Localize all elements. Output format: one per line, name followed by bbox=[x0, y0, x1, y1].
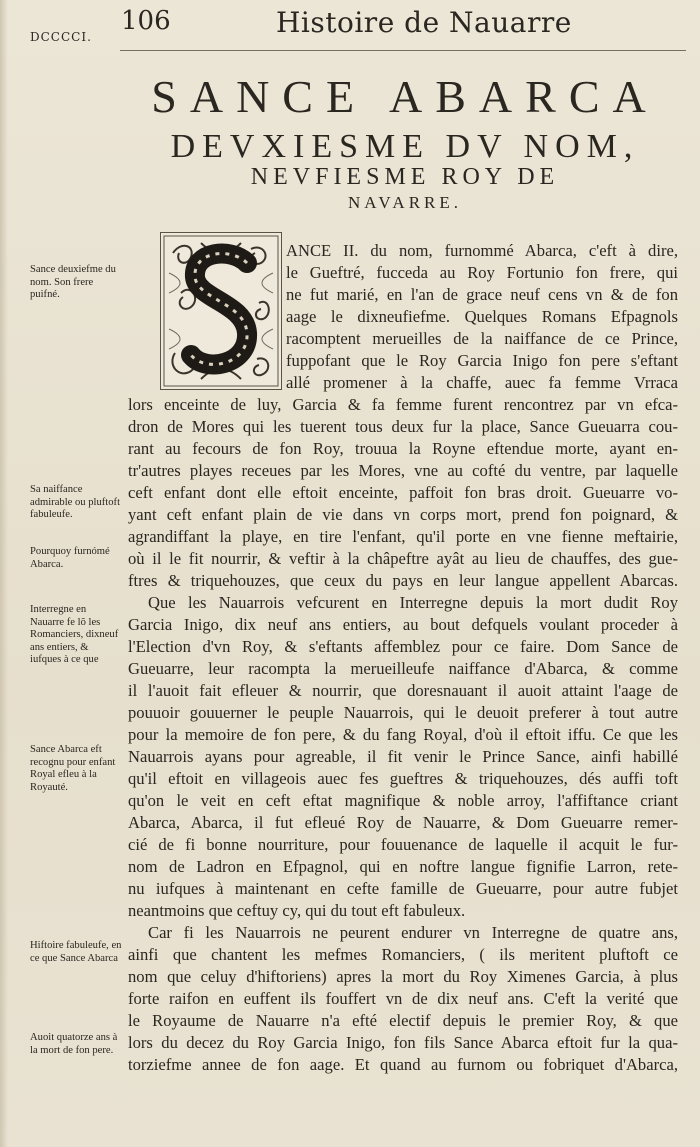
chapter-title-line-3: NEVFIESME ROY DE bbox=[250, 164, 560, 190]
body-text-line: nom de Ladron en Efpagnol, qui en noftre langue fignifie Larron, rete- bbox=[128, 857, 678, 876]
margin-note: Sa naiffance admirable ou pluftoft fabuleufe. bbox=[30, 484, 121, 520]
body-text-line: forte raifon en euffent ils fouffert vn de dix neuf ans. C'eft la verité que bbox=[128, 989, 678, 1008]
body-text-line: agrandiffant la playe, en tire l'enfant, qu'il porte en vne fienne meftairie, bbox=[128, 527, 678, 546]
body-text-line: le Royaume de Nauarre n'a efté electif depuis le premier Roy, & que bbox=[128, 1011, 678, 1030]
body-text-line: où il le fit nourrir, & veftir à la châpeftre ayât au lieu de chauffes, des gue- bbox=[128, 549, 678, 568]
body-text-line: le Gueftré, fucceda au Roy Fortunio fon frere, qui bbox=[286, 263, 678, 282]
body-text-line: Garcia Inigo, dix neuf ans entiers, au bout defquels voulant proceder à bbox=[128, 615, 678, 634]
signature-mark: DCCCCI. bbox=[30, 30, 92, 44]
body-text-line: lors du decez du Roy Garcia Inigo, fon fils Sance Abarca eftoit fur la qua- bbox=[128, 1033, 678, 1052]
margin-note: Auoit quatorze ans à la mort de fon pere. bbox=[30, 1032, 118, 1056]
page-edge-shadow bbox=[0, 0, 8, 1147]
body-text-line: ANCE II. du nom, furnommé Abarca, c'eft à dire, bbox=[286, 241, 678, 260]
margin-note: Sance deuxiefme du nom. Son frere puifné. bbox=[30, 264, 116, 300]
body-text-line: neantmoins que ceftuy cy, qui du tout eft fabuleux. bbox=[128, 901, 466, 920]
chapter-title-line-2: DEVXIESME DV NOM, bbox=[170, 128, 640, 165]
body-text-line: pouuoir gouuerner le peuple Nauarrois, qui le deuoit preferer à tout autre bbox=[128, 703, 678, 722]
body-text-line: qu'il eftoit en villageois auec fes gueftres & triquehouzes, dés auffi toft bbox=[128, 769, 678, 788]
running-title: Histoire de Nauarre bbox=[276, 6, 572, 39]
body-text-line: ceft enfant dont elle eftoit enceinte, paffoit fon bras droit. Gueuarre vo- bbox=[128, 483, 678, 502]
header-rule bbox=[120, 50, 686, 51]
body-text-line: qu'on le veit en ceft eftat magnifique & noble arroy, l'affiftance criant bbox=[128, 791, 678, 810]
body-text-line: l'Election d'vn Roy, & s'eftants affemblez pour ce faire. Dom Sance de bbox=[128, 637, 678, 656]
body-text-line: tr'autres playes receues par les Mores, vne au cofté du ventre, par laquelle bbox=[128, 461, 678, 480]
body-text-line: Car fi les Nauarrois ne peurent endurer vn Interregne de quatre ans, bbox=[148, 923, 678, 942]
body-text-line: pour la memoire de fon pere, & du fang Royal, d'où il eftoit iffu. Ce que les bbox=[128, 725, 678, 744]
body-text-line: il l'auoit fait efleuer & nourrir, que doresnauant il auoit attaint l'aage de bbox=[128, 681, 678, 700]
body-text-line: ne fut marié, en l'an de grace neuf cens vn & de fon bbox=[286, 285, 678, 304]
page-number: 106 bbox=[121, 6, 171, 36]
decorated-initial-s bbox=[160, 232, 282, 390]
body-text-line: aage le dixneufiefme. Quelques Romans Efpagnols bbox=[286, 307, 678, 326]
chapter-title-line-4: NAVARRE. bbox=[347, 193, 463, 212]
body-text-line: fuppofant que le Roy Garcia Inigo fon pere s'eftant bbox=[286, 351, 678, 370]
margin-note: Pourquoy furnómé Abarca. bbox=[30, 546, 110, 570]
body-text-line: yant ceft enfant plain de vie dans vn corps mort, prend fon poignard, & bbox=[128, 505, 678, 524]
ornament-initial-icon bbox=[161, 233, 281, 389]
body-text-line: Que les Nauarrois vefcurent en Interregne depuis la mort dudit Roy bbox=[148, 593, 678, 612]
body-text-line: torziefme annee de fon aage. Et quand au furnom ou fobriquet d'Abarca, bbox=[128, 1055, 678, 1074]
margin-note: Hiftoire fabuleufe, en ce que Sance Abarca bbox=[30, 940, 122, 964]
body-text-line: ainfi que chantent les mefmes Romanciers, ( ils meritent pluftoft ce bbox=[128, 945, 678, 964]
body-text-line: racomptent merueilles de la naiffance de ce Prince, bbox=[286, 329, 678, 348]
body-text-line: nom que celuy d'hiftoriens) apres la mort du Roy Ximenes Garcia, à plus bbox=[128, 967, 678, 986]
body-text-line: cié de fi bonne nourriture, pour fouuenance de laquelle il acquit le fur- bbox=[128, 835, 678, 854]
chapter-title-line-1: SANCE ABARCA bbox=[151, 71, 659, 122]
body-text-line: Nauarrois ayans pour agreable, il fit venir le Prince Sance, ainfi habillé bbox=[128, 747, 678, 766]
body-text-line: nu iufques à maintenant en cefte famille de Gueuarre, pour autre fubjet bbox=[128, 879, 678, 898]
body-text-line: Gueuarre, leur racompta la merueilleufe naiffance d'Abarca, & comme bbox=[128, 659, 678, 678]
body-text-line: ftres & triquehouzes, que ceux du pays en leur langue appellent Abarcas. bbox=[128, 571, 678, 590]
body-text-line: rant au fecours de fon Roy, trouua la Royne eftendue morte, ayant en- bbox=[128, 439, 678, 458]
body-text-line: Abarca, Abarca, il fut efleué Roy de Nauarre, & Dom Gueuarre remer- bbox=[128, 813, 678, 832]
margin-note: Sance Abarca eft recognu pour enfant Royal efleu à la Royauté. bbox=[30, 744, 116, 793]
body-text-line: lors enceinte de luy, Garcia & fa femme furent rencontrez par vn efca- bbox=[128, 395, 678, 414]
body-text-line: dron de Mores qui les tuerent tous deux fur la place, Sance Gueuarra cou- bbox=[128, 417, 678, 436]
margin-note: Interregne en Nauarre fe lõ les Romanciers, dixneuf ans entiers, & iufques à ce que bbox=[30, 604, 119, 665]
body-text-line: allé promener à la chaffe, auec fa femme Vrraca bbox=[286, 373, 678, 392]
